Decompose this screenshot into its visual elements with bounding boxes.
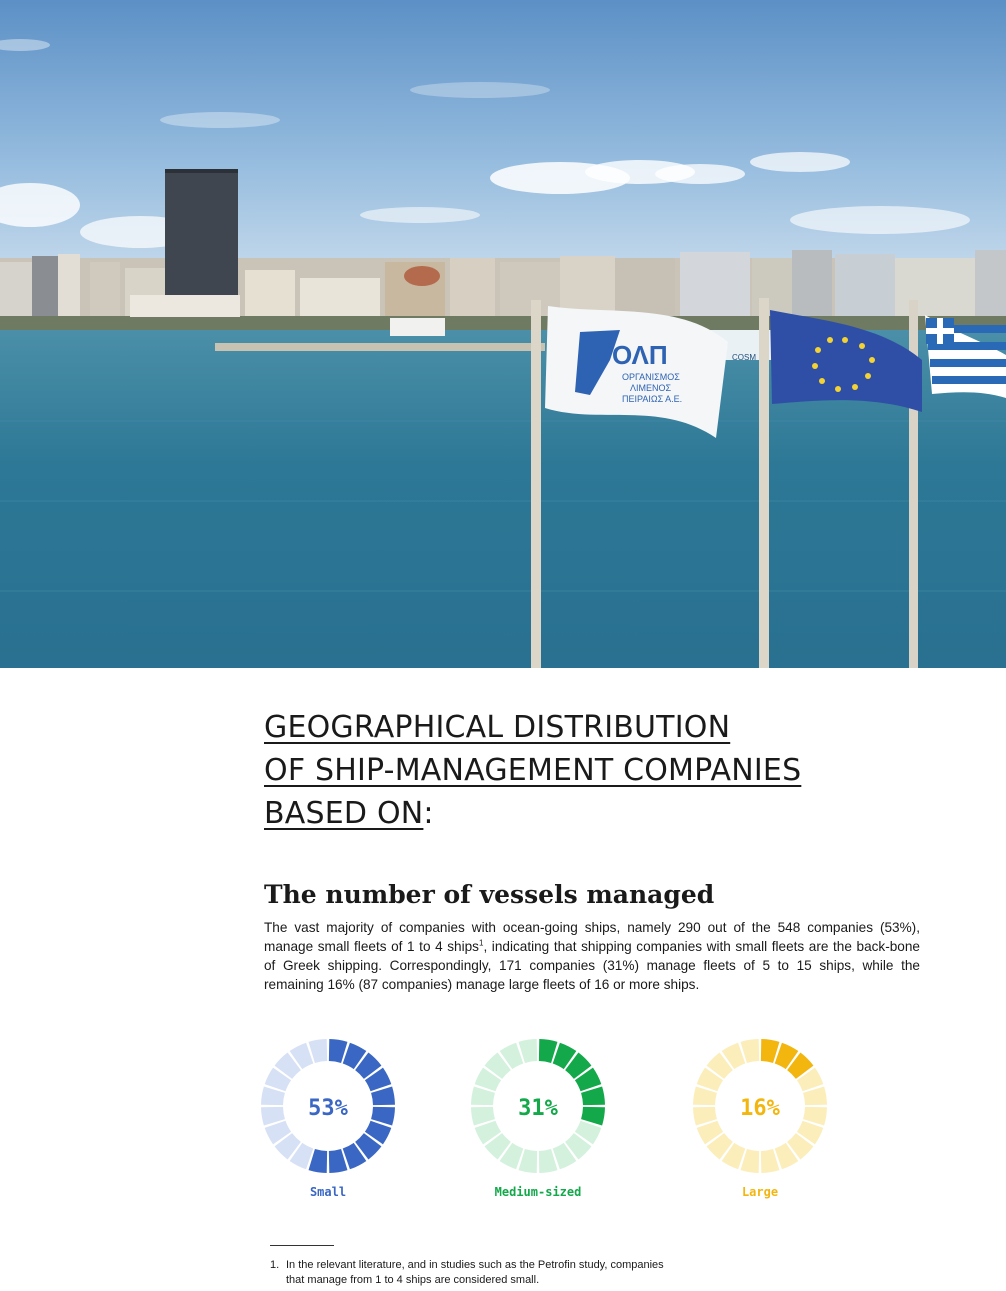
donut-medium-sized [471, 1039, 605, 1199]
body-paragraph [264, 918, 920, 994]
greek-flag [925, 315, 1006, 398]
footnote-rule [270, 1245, 334, 1246]
section-heading [264, 706, 801, 835]
port-flag-line-2: ΛΙΜΕΝΟΣ [630, 383, 672, 393]
donut-category-label: Small [309, 1185, 347, 1199]
port-flag-line-1: ΟΡΓΑΝΙΣΜΟΣ [622, 372, 680, 382]
donut-category-label: Large [741, 1185, 779, 1199]
port-flag-line-3: ΠΕΙΡΑΙΩΣ Α.Ε. [622, 394, 683, 404]
ship-sign: COSM [732, 353, 756, 362]
footnote-number: 1. [270, 1259, 280, 1271]
donut-category-label: Medium-sized [494, 1185, 582, 1199]
fleet-size-chart [258, 1034, 844, 1204]
footnote-ref: 1 [478, 938, 484, 948]
port-logo-text: ΟΛΠ [612, 340, 668, 370]
heading-line-2: OF SHIP-MANAGEMENT COMPANIES [264, 753, 802, 788]
paragraph-part-2: , indicating that shipping companies with small fleets are the back-bone of Greek shipping. Correspondingly, 171 companies (31%) manage fleets of 5 to 15 ships, while the remaining 16% (87 companies) manage large fleets of 16 or more ships. [264, 939, 920, 992]
donut-small [261, 1039, 395, 1199]
donut-large [693, 1039, 827, 1199]
footnote-line-1: In the relevant literature, and in studies such as the Petrofin study, companies [286, 1259, 664, 1271]
footnote [270, 1258, 730, 1288]
subheading: The number of vessels managed [264, 880, 715, 909]
donut-percent-label: 53% [308, 1096, 348, 1121]
paragraph-part-1: The vast majority of companies with ocean-going ships, namely 290 out of the 548 companies (53%), manage small fleets of 1 to 4 ships [264, 920, 920, 954]
donut-percent-label: 31% [518, 1096, 558, 1121]
heading-line-1: GEOGRAPHICAL DISTRIBUTION [264, 710, 731, 745]
heading-colon: : [423, 796, 434, 831]
donut-percent-label: 16% [740, 1096, 780, 1121]
heading-line-3: BASED ON [264, 796, 424, 831]
footnote-line-2: that manage from 1 to 4 ships are considered small. [286, 1274, 540, 1286]
